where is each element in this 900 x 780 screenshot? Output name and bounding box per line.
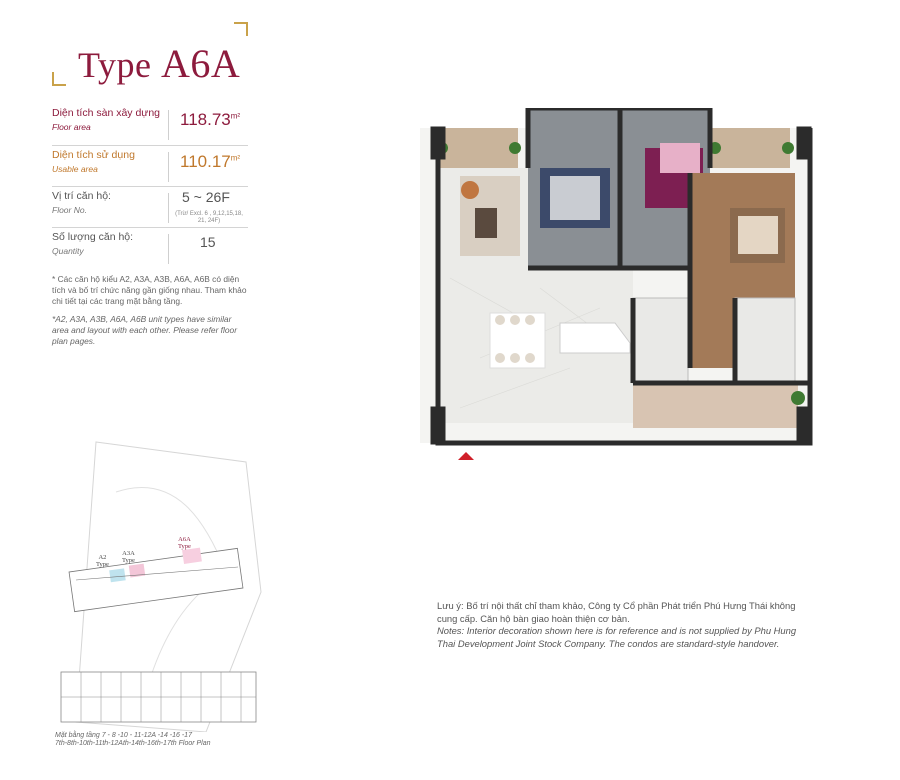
quantity-value: 15: [200, 234, 216, 250]
disclaimer: [437, 600, 797, 650]
page-title: [78, 40, 240, 87]
keyplan-label-a3a: A3A Type: [122, 550, 135, 564]
bathroom-1: [633, 298, 688, 383]
divider: [168, 152, 169, 182]
keyplan-caption-en: 7th-8th-10th-11th-12Ath-14th-16th-17th Floor Plan: [55, 740, 211, 747]
divider: [168, 110, 169, 140]
floor-plan: [420, 108, 815, 453]
usable-area-value: $110.17^{m^2}$: [180, 152, 241, 171]
divider: [168, 234, 169, 264]
balcony-left: [438, 128, 518, 168]
corner-bracket-top-right: [234, 22, 248, 36]
title-prefix: Type: [78, 45, 161, 85]
keyplan-label-a6a: A6A Type: [178, 536, 191, 550]
coffee-table: [475, 208, 497, 238]
floor-area-value: $118.73^{m^2}$: [180, 110, 241, 129]
floor-no-exclusions: (Trừ/ Excl. 6 , 9,12,15,18, 21, 24F): [175, 211, 243, 224]
keyplan-label-a2: A2 Type: [96, 554, 109, 568]
floor-no-label-vi: Vị trí căn hộ:: [52, 190, 111, 202]
armchair: [461, 181, 479, 199]
spec-row-quantity: [52, 227, 248, 268]
floor-no-value: 5 ~ 26F: [182, 189, 230, 205]
spec-row-floor-no: [52, 186, 248, 227]
title-code: A6A: [160, 41, 241, 86]
balcony-right: [710, 128, 790, 168]
note-vi: * Các căn hộ kiểu A2, A3A, A3B, A6A, A6B có diện tích và bố trí chức năng gần giống nhau. Tham khảo chi tiết tại các trang mặt bằng tầng.: [52, 274, 247, 306]
service-area: [633, 383, 798, 428]
note-en: *A2, A3A, A3B, A6A, A6B unit types have similar area and layout with each other. Please refer floor plan pages.: [52, 314, 237, 346]
spec-table: [52, 104, 248, 268]
usable-area-label-vi: Diện tích sử dụng: [52, 149, 135, 161]
quantity-label-en: Quantity: [52, 246, 84, 256]
floor-no-label-en: Floor No.: [52, 205, 87, 215]
divider: [168, 193, 169, 223]
key-plan-drawing: [56, 432, 266, 732]
master-bed-cover: [738, 216, 778, 254]
floor-area-label-en: Floor area: [52, 122, 91, 132]
entrance-marker-icon: [458, 452, 474, 460]
corridor: [690, 298, 735, 368]
usable-area-label-en: Usable area: [52, 164, 98, 174]
keyplan-caption-vi: Mặt bằng tầng 7 - 8 -10 - 11-12A -14 -16 -17: [55, 732, 192, 739]
bathroom-2: [735, 298, 795, 383]
floor-area-label-vi: Diện tích sàn xây dựng: [52, 107, 161, 119]
spec-row-usable-area: [52, 145, 248, 186]
spec-row-floor-area: [52, 104, 248, 145]
bed-1-cover: [550, 176, 600, 220]
disclaimer-en: Notes: Interior decoration shown here is for reference and is not supplied by Phu Hung Thai Development Joint Stock Company. The condos are standard-style handover.: [437, 625, 797, 649]
floor-plan-drawing: [420, 108, 815, 453]
key-plan: [56, 432, 266, 732]
bed-2-pillows: [660, 143, 700, 173]
title-frame: [52, 22, 248, 86]
quantity-label-vi: Số lượng căn hộ:: [52, 231, 134, 243]
corner-bracket-bottom-left: [52, 72, 66, 86]
disclaimer-vi: Lưu ý: Bố trí nội thất chỉ tham khảo, Công ty Cổ phần Phát triển Phú Hưng Thái không cung cấp. Căn hộ bàn giao hoàn thiện cơ bản.: [437, 600, 796, 624]
